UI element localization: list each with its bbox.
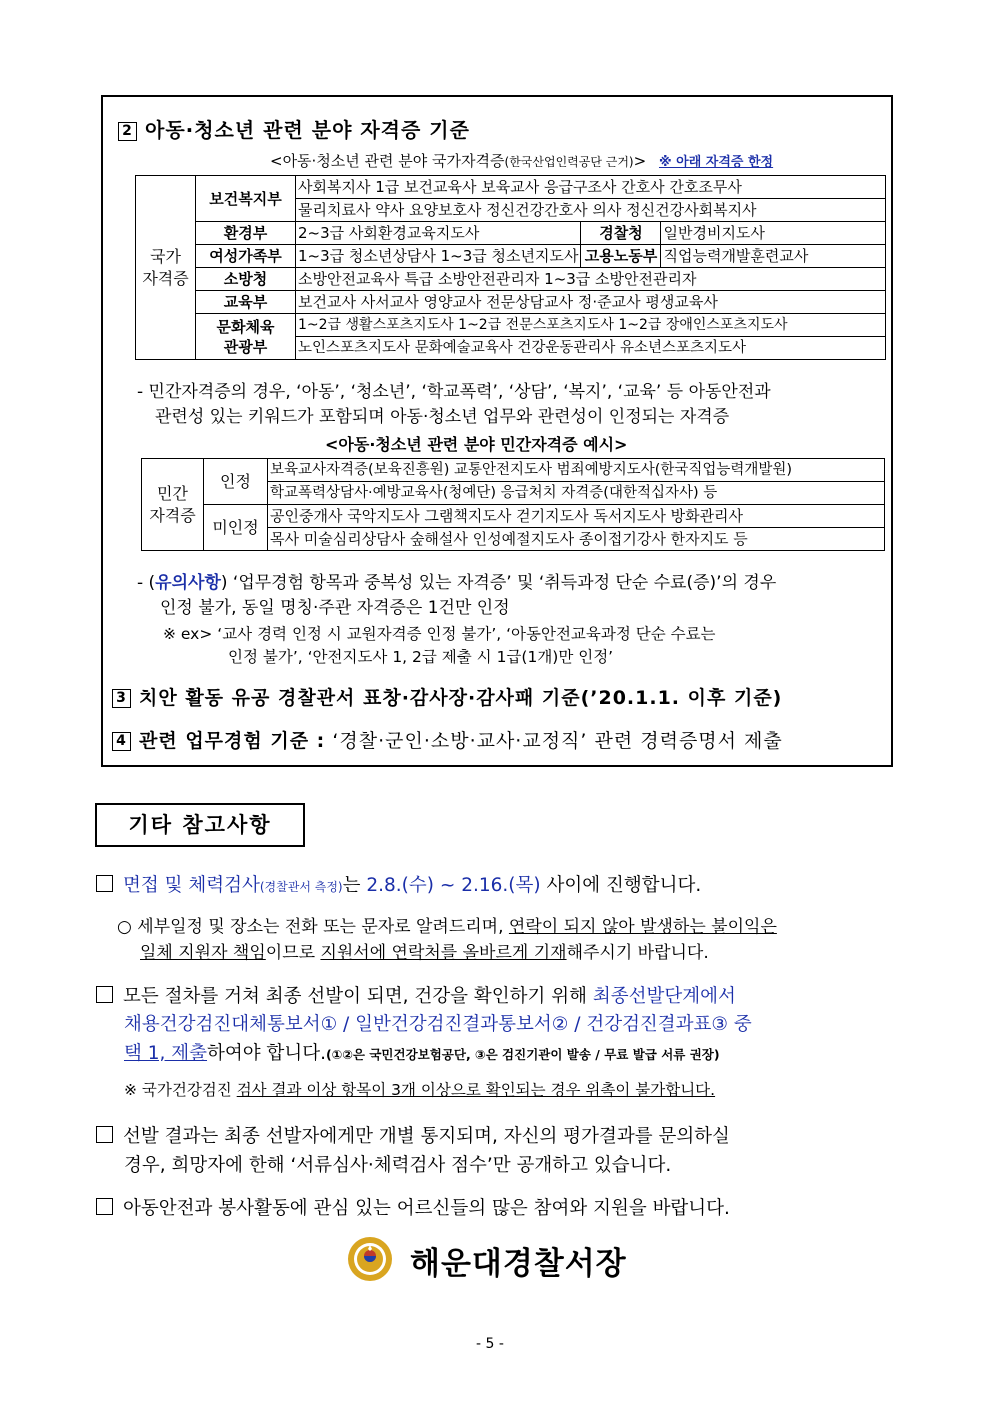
paragraph-health-2: 채용건강검진대체통보서① / 일반건강검진결과통보서② / 건강검진결과표③ 중 (124, 1014, 752, 1035)
caution-line-1: - (유의사항) ‘업무경험 항목과 중복성 있는 자격증’ 및 ‘취득과정 단순 수료(증)’의 경우 (137, 573, 777, 593)
cert-list: 1~2급 생활스포츠지도사 1~2급 전문스포츠지도사 1~2급 장애인스포츠지도사 (296, 314, 886, 337)
paragraph-results-1: 선발 결과는 최종 선발자에게만 개별 통지되며, 자신의 평가결과를 문의하실 (96, 1122, 730, 1148)
section2-heading (118, 114, 470, 143)
cert-list: 노인스포츠지도사 문화예술교육사 건강운동관리사 유소년스포츠지도사 (296, 337, 886, 360)
recognized-label: 인정 (204, 459, 268, 505)
national-cert-table (135, 175, 886, 360)
unrecognized-list: 목사 미술심리상담사 숲해설사 인성예절지도사 종이접기강사 한자지도 등 (268, 528, 885, 551)
private-desc-2: 관련성 있는 키워드가 포함되며 아동·청소년 업무와 관련성이 인정되는 자격증 (155, 407, 730, 427)
dept-cell: 문화체육 관광부 (196, 314, 296, 360)
cert-list: 사회복지사 1급 보건교육사 보육교사 응급구조사 간호사 간호조무사 (296, 176, 886, 199)
cert-list: 소방안전교육사 특급 소방안전관리자 1~3급 소방안전관리자 (296, 268, 886, 291)
unrecognized-list: 공인중개사 국악지도사 그램책지도사 걷기지도사 독서지도사 방화관리사 (268, 505, 885, 528)
dept-cell: 여성가족부 (196, 245, 296, 268)
checkbox-icon (96, 1126, 113, 1143)
national-note: ※ 아래 자격증 한정 (658, 155, 774, 170)
checkbox-icon (96, 875, 113, 892)
recognized-list: 보육교사자격증(보육진흥원) 교통안전지도사 범죄예방지도사(한국직업능력개발원) (268, 459, 885, 482)
cert-list: 물리치료사 약사 요양보호사 정신건강간호사 의사 정신건강사회복지사 (296, 199, 886, 222)
section-number: 2 (118, 122, 137, 141)
interview-detail-2: 일체 지원자 책임이므로 지원서에 연락처를 올바르게 기재해주시기 바랍니다. (140, 943, 709, 963)
section3-heading: 3 치안 활동 유공 경찰관서 표창·감사장·감사패 기준(’20.1.1. 이후 기준) (112, 683, 782, 710)
example-line-1: ※ ex> ‘교사 경력 인정 시 교원자격증 인정 불가’, ‘아동안전교육과정 단순 수료는 (163, 625, 716, 643)
private-caption: <아동·청소년 관련 분야 민간자격증 예시> (325, 435, 628, 454)
health-note: ※ 국가건강검진 검사 결과 이상 항목이 3개 이상으로 확인되는 경우 위촉이 불가합니다. (124, 1081, 716, 1099)
paragraph-health-1: 모든 절차를 거쳐 최종 선발이 되면, 건강을 확인하기 위해 최종선발단계에서 (96, 982, 736, 1008)
paragraph-closing: 아동안전과 봉사활동에 관심 있는 어르신들의 많은 참여와 지원을 바랍니다. (96, 1194, 730, 1220)
cert-list: 일반경비지도사 (661, 222, 886, 245)
interview-detail-1: ○ 세부일정 및 장소는 전화 또는 문자로 알려드리며, 연락이 되지 않아 발생하는 불이익은 (117, 917, 777, 937)
signature: 해운대경찰서장 (410, 1246, 627, 1282)
cert-list: 1~3급 청소년상담사 1~3급 청소년지도사 (296, 245, 581, 268)
dept-cell: 환경부 (196, 222, 296, 245)
section4-heading: 4 관련 업무경험 기준 : ‘경찰·군인·소방·교사·교정직’ 관련 경력증명서 제출 (112, 726, 783, 753)
police-emblem-icon (347, 1236, 393, 1282)
example-line-2: 인정 불가’, ‘안전지도사 1, 2급 제출 시 1급(1개)만 인정’ (228, 648, 614, 666)
private-cert-table (141, 458, 885, 551)
caution-line-2: 인정 불가, 동일 명칭·주관 자격증은 1건만 인정 (160, 598, 510, 618)
unrecognized-label: 미인정 (204, 505, 268, 551)
dept-cell: 고용노동부 (581, 245, 661, 268)
dept-cell: 경찰청 (581, 222, 661, 245)
checkbox-icon (96, 1198, 113, 1215)
page-number: - 5 - (476, 1336, 504, 1352)
national-caption: <아동·청소년 관련 분야 국가자격증(한국산업인력공단 근거)> ※ 아래 자격증 한정 (270, 152, 774, 170)
paragraph-results-2: 경우, 희망자에 한해 ‘서류심사·체력검사 점수’만 공개하고 있습니다. (124, 1155, 672, 1176)
etc-title: 기타 참고사항 (95, 803, 305, 847)
dept-cell: 보건복지부 (196, 176, 296, 222)
dept-cell: 소방청 (196, 268, 296, 291)
dept-cell: 교육부 (196, 291, 296, 314)
recognized-list: 학교폭력상담사·예방교육사(청예단) 응급처치 자격증(대한적십자사) 등 (268, 482, 885, 505)
cert-list: 직업능력개발훈련교사 (661, 245, 886, 268)
checkbox-icon (96, 986, 113, 1003)
cert-list: 2~3급 사회환경교육지도사 (296, 222, 581, 245)
section2-title: 아동·청소년 관련 분야 자격증 기준 (145, 118, 470, 142)
paragraph-interview: 면접 및 체력검사(경찰관서 측정)는 2.8.(수) ~ 2.16.(목) 사이에 진행합니다. (96, 871, 701, 897)
paragraph-health-3: 택 1, 제출하여야 합니다.(①②은 국민건강보험공단, ③은 검진기관이 발송 / 무료 발급 서류 권장) (124, 1043, 720, 1064)
private-category: 민간 자격증 (142, 459, 204, 551)
national-category: 국가 자격증 (136, 176, 196, 360)
cert-list: 보건교사 사서교사 영양교사 전문상담교사 정·준교사 평생교육사 (296, 291, 886, 314)
private-desc-1: - 민간자격증의 경우, ‘아동’, ‘청소년’, ‘학교폭력’, ‘상담’, ‘복지’, ‘교육’ 등 아동안전과 (137, 382, 771, 402)
